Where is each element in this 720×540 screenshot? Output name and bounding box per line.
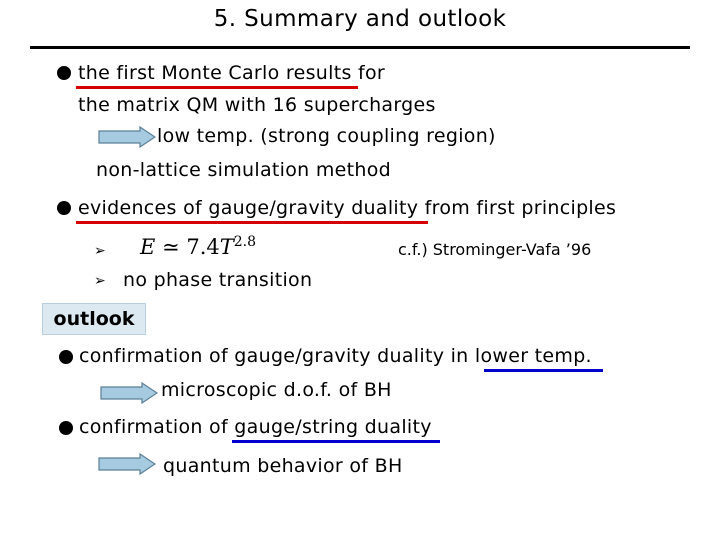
- formula-exponent: 2.8: [233, 234, 257, 250]
- formula-lhs: E: [140, 235, 156, 259]
- red-underline: [76, 86, 358, 89]
- no-phase-transition: no phase transition: [123, 269, 313, 291]
- blue-underline: [484, 369, 603, 372]
- summary-item1-line1: the first Monte Carlo results for: [78, 62, 386, 84]
- formula-coefficient: 7.4: [186, 235, 220, 259]
- right-arrow-icon: [100, 382, 158, 404]
- nonlattice-text: non-lattice simulation method: [96, 159, 391, 181]
- right-arrow-icon: [98, 126, 156, 148]
- right-arrow-icon: [98, 453, 156, 475]
- formula-variable: T: [219, 235, 234, 259]
- formula-relation: ≃: [162, 235, 180, 259]
- round-bullet-icon: [59, 350, 73, 364]
- triangle-bullet-icon: ➢: [94, 273, 106, 289]
- summary-arrow1-text: low temp. (strong coupling region): [157, 125, 496, 147]
- slide-title: 5. Summary and outlook: [213, 6, 507, 32]
- outlook-arrow1-text: microscopic d.o.f. of BH: [161, 379, 392, 401]
- outlook-arrow2-text: quantum behavior of BH: [163, 455, 403, 477]
- outlook-item2: confirmation of gauge/string duality: [79, 416, 432, 438]
- outlook-label: outlook: [42, 303, 146, 335]
- round-bullet-icon: [57, 201, 71, 215]
- triangle-bullet-icon: ➢: [94, 243, 106, 259]
- red-underline: [76, 221, 428, 224]
- round-bullet-icon: [59, 421, 73, 435]
- outlook-item1: confirmation of gauge/gravity duality in lower temp.: [79, 345, 592, 367]
- citation: c.f.) Strominger-Vafa ’96: [398, 240, 592, 259]
- formula: [140, 234, 256, 259]
- summary-item2: evidences of gauge/gravity duality from first principles: [78, 197, 617, 219]
- summary-item1-line2: the matrix QM with 16 supercharges: [78, 94, 436, 116]
- blue-underline: [232, 440, 440, 443]
- round-bullet-icon: [57, 66, 71, 80]
- title-divider: [30, 46, 690, 49]
